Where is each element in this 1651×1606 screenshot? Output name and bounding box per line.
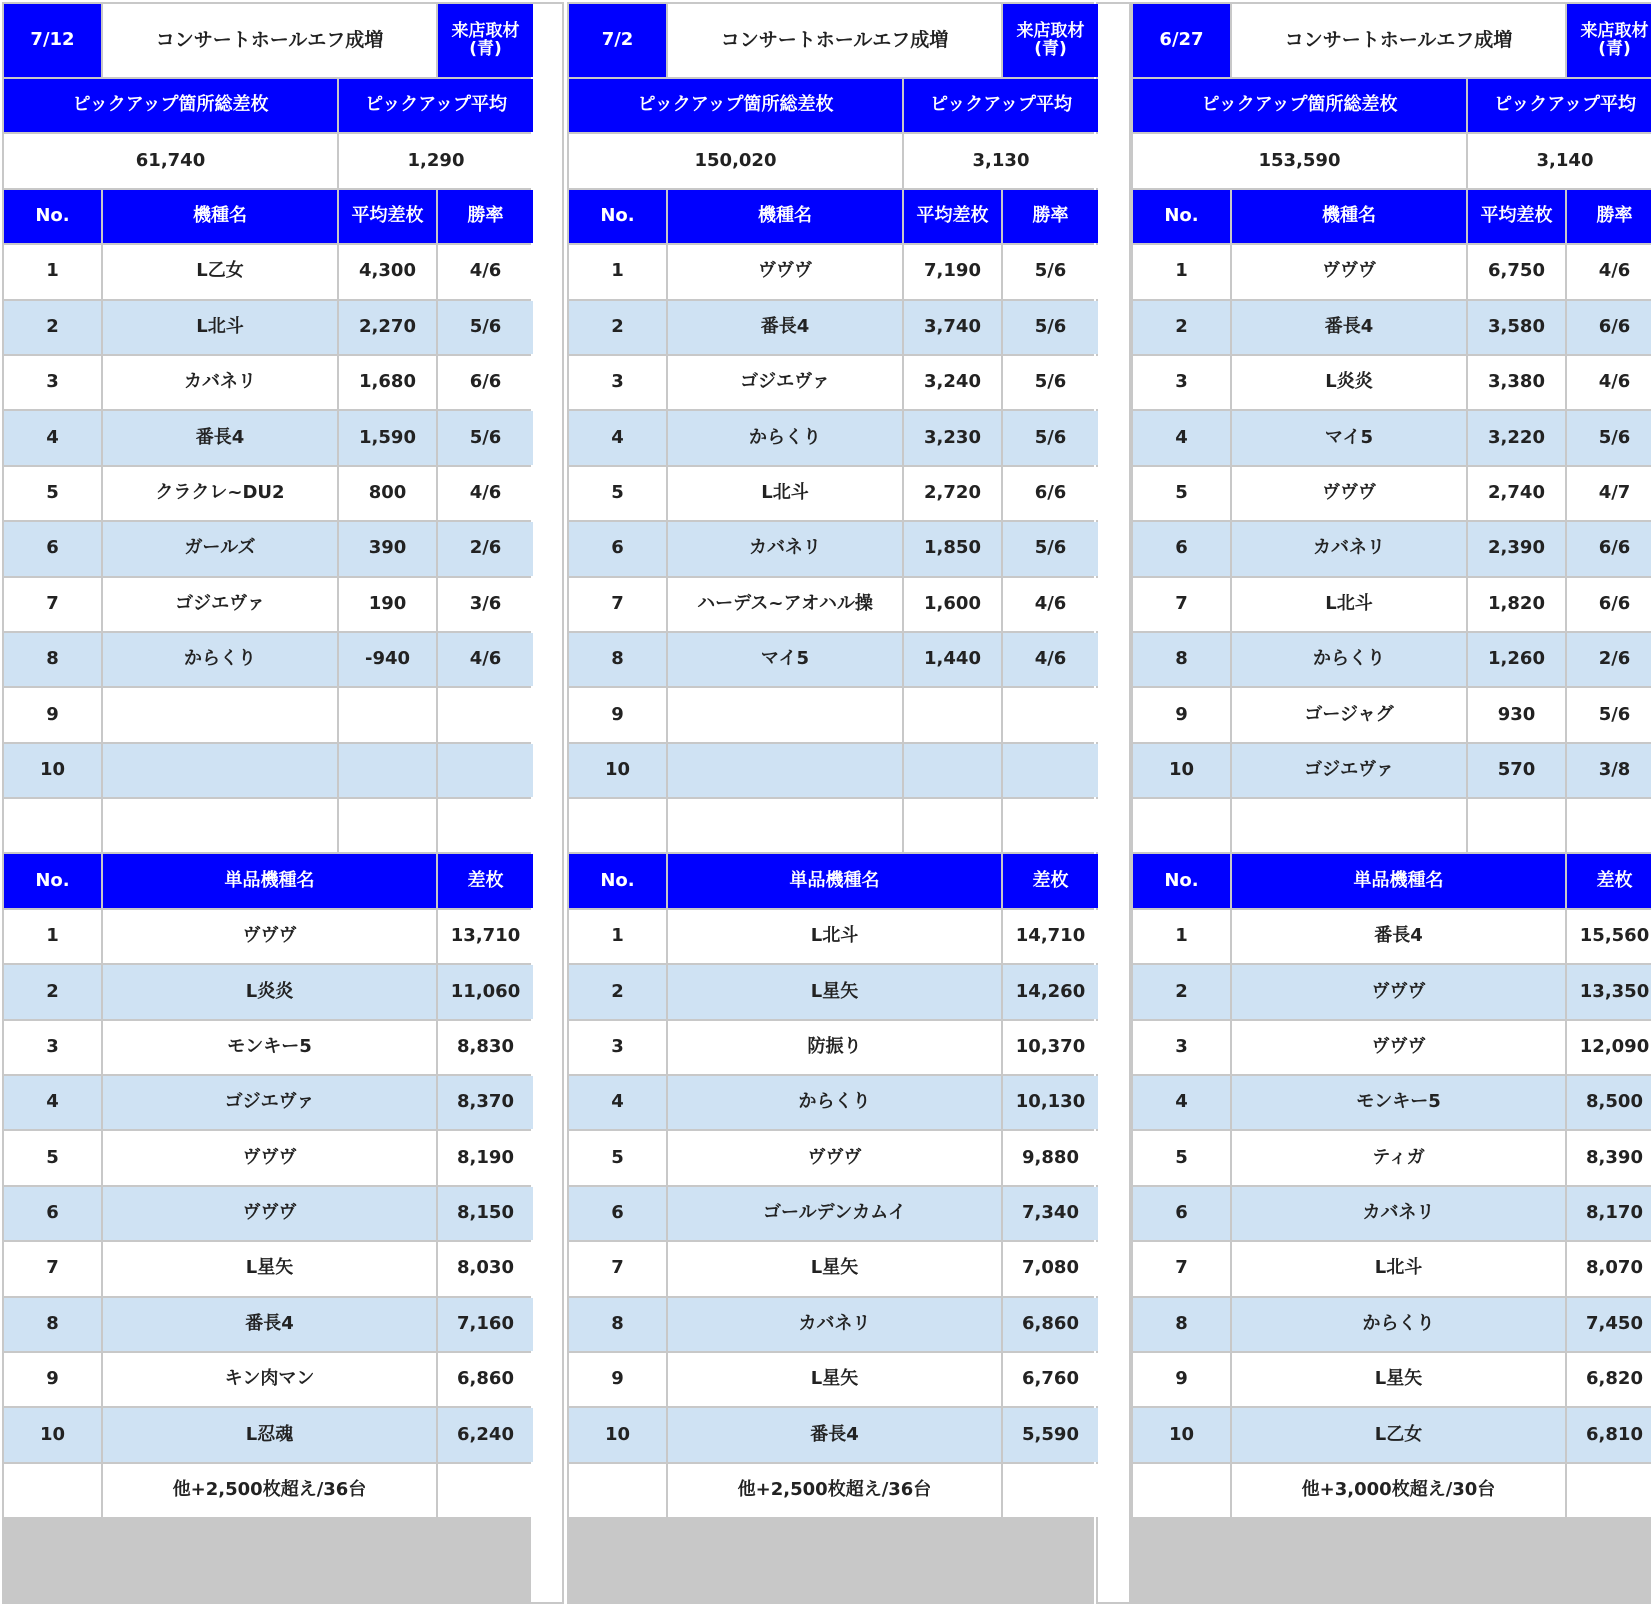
win-rate-header: 勝率 — [1003, 190, 1098, 243]
single-name-header: 単品機種名 — [1232, 854, 1565, 907]
single-name: L炎炎 — [103, 965, 436, 1018]
model-no: 5 — [1133, 467, 1230, 520]
model-win-rate: 2/6 — [438, 522, 533, 575]
store-name: コンサートホールエフ成増 — [103, 4, 436, 77]
model-no: 1 — [1133, 245, 1230, 298]
model-name: ハーデス~アオハル操 — [668, 578, 902, 631]
model-name: L北斗 — [1232, 578, 1466, 631]
badge-line: (青) — [1598, 38, 1631, 59]
single-diff: 6,820 — [1567, 1353, 1651, 1406]
store-name: コンサートホールエフ成増 — [668, 4, 1001, 77]
model-no: 1 — [569, 245, 666, 298]
pickup-total-value: 61,740 — [4, 134, 337, 187]
model-average-diff: 3,380 — [1468, 356, 1565, 409]
single-name: モンキー5 — [1232, 1076, 1565, 1129]
model-name-header: 機種名 — [1232, 190, 1466, 243]
single-diff: 8,370 — [438, 1076, 533, 1129]
model-win-rate: 4/6 — [438, 467, 533, 520]
single-name: L星矢 — [1232, 1353, 1565, 1406]
single-name: ヴヴヴ — [103, 910, 436, 963]
single-diff: 13,350 — [1567, 965, 1651, 1018]
model-name: L炎炎 — [1232, 356, 1466, 409]
single-no: 4 — [4, 1076, 101, 1129]
single-name: L星矢 — [668, 1353, 1001, 1406]
single-no: 8 — [569, 1298, 666, 1351]
spacer-cell — [1098, 4, 1129, 1602]
model-average-diff — [904, 688, 1001, 741]
no-header: No. — [4, 190, 101, 243]
model-no: 2 — [1133, 301, 1230, 354]
pickup-average-header: ピックアップ平均 — [904, 79, 1098, 132]
single-no: 2 — [1133, 965, 1230, 1018]
single-diff: 13,710 — [438, 910, 533, 963]
date-label: 6/27 — [1133, 4, 1230, 77]
model-win-rate: 5/6 — [1567, 411, 1651, 464]
model-no: 3 — [1133, 356, 1230, 409]
single-no: 1 — [569, 910, 666, 963]
model-name — [668, 744, 902, 797]
single-name: L星矢 — [103, 1242, 436, 1295]
win-rate-header: 勝率 — [1567, 190, 1651, 243]
single-diff: 6,860 — [438, 1353, 533, 1406]
model-win-rate — [1003, 688, 1098, 741]
model-name: ゴジエヴァ — [668, 356, 902, 409]
single-no: 5 — [4, 1131, 101, 1184]
model-win-rate: 5/6 — [1003, 301, 1098, 354]
single-name: ヴヴヴ — [668, 1131, 1001, 1184]
single-name: カバネリ — [668, 1298, 1001, 1351]
single-diff: 8,170 — [1567, 1187, 1651, 1240]
model-no: 7 — [1133, 578, 1230, 631]
model-win-rate: 5/6 — [1003, 245, 1098, 298]
model-average-diff: 2,390 — [1468, 522, 1565, 575]
model-name: マイ5 — [1232, 411, 1466, 464]
single-name: L乙女 — [1232, 1408, 1565, 1461]
no-header: No. — [569, 190, 666, 243]
model-win-rate: 5/6 — [438, 301, 533, 354]
model-average-diff: 2,740 — [1468, 467, 1565, 520]
model-no: 10 — [4, 744, 101, 797]
model-name — [103, 744, 337, 797]
single-no: 10 — [569, 1408, 666, 1461]
model-name: ガールズ — [103, 522, 337, 575]
model-name — [668, 688, 902, 741]
average-diff-header: 平均差枚 — [1468, 190, 1565, 243]
results-panel — [567, 2, 1094, 1604]
single-no: 10 — [1133, 1408, 1230, 1461]
model-no: 10 — [1133, 744, 1230, 797]
model-win-rate: 2/6 — [1567, 633, 1651, 686]
model-win-rate — [438, 744, 533, 797]
blank-cell — [1133, 1464, 1230, 1517]
pickup-total-value: 150,020 — [569, 134, 902, 187]
model-no: 4 — [4, 411, 101, 464]
model-win-rate: 6/6 — [1003, 467, 1098, 520]
date-label: 7/2 — [569, 4, 666, 77]
single-no: 5 — [569, 1131, 666, 1184]
model-win-rate: 5/6 — [1003, 411, 1098, 464]
single-no: 8 — [4, 1298, 101, 1351]
model-no: 2 — [4, 301, 101, 354]
single-no: 3 — [1133, 1021, 1230, 1074]
single-name: ヴヴヴ — [1232, 1021, 1565, 1074]
single-no: 7 — [4, 1242, 101, 1295]
single-diff: 6,860 — [1003, 1298, 1098, 1351]
single-no: 8 — [1133, 1298, 1230, 1351]
model-name: ゴジエヴァ — [1232, 744, 1466, 797]
no-header: No. — [1133, 190, 1230, 243]
single-no: 3 — [4, 1021, 101, 1074]
single-no: 1 — [4, 910, 101, 963]
win-rate-header: 勝率 — [438, 190, 533, 243]
single-name: ヴヴヴ — [1232, 965, 1565, 1018]
single-diff: 14,710 — [1003, 910, 1098, 963]
single-no: 7 — [569, 1242, 666, 1295]
single-name: ヴヴヴ — [103, 1131, 436, 1184]
single-name: L忍魂 — [103, 1408, 436, 1461]
badge-line: 来店取材 — [1580, 20, 1649, 41]
blank-cell — [4, 799, 101, 852]
model-no: 7 — [569, 578, 666, 631]
single-no: 2 — [4, 965, 101, 1018]
single-name: 番長4 — [1232, 910, 1565, 963]
model-average-diff: 1,590 — [339, 411, 436, 464]
model-name-header: 機種名 — [103, 190, 337, 243]
single-diff: 8,190 — [438, 1131, 533, 1184]
model-win-rate: 3/8 — [1567, 744, 1651, 797]
results-panel — [1131, 2, 1651, 1604]
model-win-rate: 5/6 — [1567, 688, 1651, 741]
blank-cell — [1232, 799, 1466, 852]
model-average-diff: 1,600 — [904, 578, 1001, 631]
column-spacer — [529, 2, 564, 1604]
blank-cell — [1567, 799, 1651, 852]
model-win-rate: 4/6 — [1567, 356, 1651, 409]
model-average-diff: 1,260 — [1468, 633, 1565, 686]
model-no: 3 — [4, 356, 101, 409]
model-no: 5 — [4, 467, 101, 520]
blank-cell — [1133, 799, 1230, 852]
model-average-diff: 1,850 — [904, 522, 1001, 575]
model-name: 番長4 — [668, 301, 902, 354]
single-name: 番長4 — [103, 1298, 436, 1351]
model-win-rate: 4/6 — [1567, 245, 1651, 298]
blank-cell — [438, 799, 533, 852]
model-win-rate: 4/6 — [1003, 633, 1098, 686]
single-name: ゴールデンカムイ — [668, 1187, 1001, 1240]
model-win-rate — [1003, 744, 1098, 797]
blank-cell — [339, 799, 436, 852]
model-average-diff: 1,680 — [339, 356, 436, 409]
single-diff: 15,560 — [1567, 910, 1651, 963]
model-no: 8 — [1133, 633, 1230, 686]
model-no: 4 — [569, 411, 666, 464]
model-win-rate: 6/6 — [1567, 522, 1651, 575]
model-average-diff — [339, 688, 436, 741]
model-no: 4 — [1133, 411, 1230, 464]
single-no: 9 — [569, 1353, 666, 1406]
model-win-rate: 3/6 — [438, 578, 533, 631]
model-no: 10 — [569, 744, 666, 797]
pickup-total-header: ピックアップ箇所総差枚 — [4, 79, 337, 132]
badge-line: 来店取材 — [451, 20, 520, 41]
model-win-rate: 4/6 — [438, 245, 533, 298]
blank-cell — [1567, 1464, 1651, 1517]
model-name: からくり — [668, 411, 902, 464]
model-name: 番長4 — [1232, 301, 1466, 354]
model-average-diff: 3,230 — [904, 411, 1001, 464]
model-win-rate: 6/6 — [1567, 578, 1651, 631]
model-name: L乙女 — [103, 245, 337, 298]
model-average-diff: -940 — [339, 633, 436, 686]
store-name: コンサートホールエフ成増 — [1232, 4, 1565, 77]
badge-line: 来店取材 — [1016, 20, 1085, 41]
model-average-diff: 3,240 — [904, 356, 1001, 409]
pickup-average-value: 3,140 — [1468, 134, 1651, 187]
pickup-average-header: ピックアップ平均 — [1468, 79, 1651, 132]
single-name: ヴヴヴ — [103, 1187, 436, 1240]
single-name: L星矢 — [668, 1242, 1001, 1295]
single-diff: 8,150 — [438, 1187, 533, 1240]
model-average-diff: 390 — [339, 522, 436, 575]
model-name: ヴヴヴ — [1232, 245, 1466, 298]
single-no: 9 — [4, 1353, 101, 1406]
single-diff: 6,760 — [1003, 1353, 1098, 1406]
model-name: L北斗 — [668, 467, 902, 520]
single-diff: 7,080 — [1003, 1242, 1098, 1295]
single-no: 6 — [569, 1187, 666, 1240]
average-diff-header: 平均差枚 — [339, 190, 436, 243]
single-no: 6 — [1133, 1187, 1230, 1240]
extra-count-note: 他+2,500枚超え/36台 — [668, 1464, 1001, 1517]
model-average-diff: 2,270 — [339, 301, 436, 354]
model-win-rate — [438, 688, 533, 741]
model-name — [103, 688, 337, 741]
model-average-diff: 800 — [339, 467, 436, 520]
model-no: 8 — [4, 633, 101, 686]
single-diff: 5,590 — [1003, 1408, 1098, 1461]
model-average-diff: 3,220 — [1468, 411, 1565, 464]
model-no: 6 — [1133, 522, 1230, 575]
model-name: ゴジエヴァ — [103, 578, 337, 631]
single-diff: 11,060 — [438, 965, 533, 1018]
single-name: カバネリ — [1232, 1187, 1565, 1240]
model-average-diff — [904, 744, 1001, 797]
single-name: 番長4 — [668, 1408, 1001, 1461]
model-average-diff: 570 — [1468, 744, 1565, 797]
model-win-rate: 5/6 — [438, 411, 533, 464]
single-diff: 10,130 — [1003, 1076, 1098, 1129]
single-diff: 14,260 — [1003, 965, 1098, 1018]
pickup-average-value: 3,130 — [904, 134, 1098, 187]
model-name: カバネリ — [1232, 522, 1466, 575]
single-diff-header: 差枚 — [1567, 854, 1651, 907]
results-panel — [2, 2, 529, 1604]
model-name: カバネリ — [103, 356, 337, 409]
model-name: ヴヴヴ — [1232, 467, 1466, 520]
single-name: キン肉マン — [103, 1353, 436, 1406]
model-no: 8 — [569, 633, 666, 686]
model-average-diff: 190 — [339, 578, 436, 631]
blank-cell — [904, 799, 1001, 852]
model-name: マイ5 — [668, 633, 902, 686]
spacer-cell — [531, 4, 562, 1602]
model-win-rate: 5/6 — [1003, 356, 1098, 409]
model-no: 9 — [1133, 688, 1230, 741]
model-no: 2 — [569, 301, 666, 354]
single-diff: 12,090 — [1567, 1021, 1651, 1074]
average-diff-header: 平均差枚 — [904, 190, 1001, 243]
single-name: L北斗 — [668, 910, 1001, 963]
model-average-diff: 930 — [1468, 688, 1565, 741]
model-name: クラクレ~DU2 — [103, 467, 337, 520]
model-name: ゴージャグ — [1232, 688, 1466, 741]
single-no-header: No. — [569, 854, 666, 907]
extra-count-note: 他+2,500枚超え/36台 — [103, 1464, 436, 1517]
single-no: 4 — [569, 1076, 666, 1129]
single-name: 防振り — [668, 1021, 1001, 1074]
extra-count-note: 他+3,000枚超え/30台 — [1232, 1464, 1565, 1517]
single-no: 7 — [1133, 1242, 1230, 1295]
coverage-badge — [1003, 4, 1098, 77]
blank-cell — [569, 1464, 666, 1517]
single-no: 6 — [4, 1187, 101, 1240]
single-diff: 10,370 — [1003, 1021, 1098, 1074]
model-average-diff: 1,820 — [1468, 578, 1565, 631]
single-name-header: 単品機種名 — [103, 854, 436, 907]
model-average-diff: 3,580 — [1468, 301, 1565, 354]
single-no: 5 — [1133, 1131, 1230, 1184]
model-no: 9 — [4, 688, 101, 741]
model-average-diff: 6,750 — [1468, 245, 1565, 298]
model-name: カバネリ — [668, 522, 902, 575]
single-no-header: No. — [1133, 854, 1230, 907]
model-win-rate: 6/6 — [1567, 301, 1651, 354]
coverage-badge — [1567, 4, 1651, 77]
single-diff: 8,030 — [438, 1242, 533, 1295]
model-no: 7 — [4, 578, 101, 631]
single-name: L星矢 — [668, 965, 1001, 1018]
single-diff: 8,390 — [1567, 1131, 1651, 1184]
single-no: 2 — [569, 965, 666, 1018]
model-name: からくり — [1232, 633, 1466, 686]
single-diff: 8,070 — [1567, 1242, 1651, 1295]
model-name: ヴヴヴ — [668, 245, 902, 298]
single-name: ゴジエヴァ — [103, 1076, 436, 1129]
single-no: 9 — [1133, 1353, 1230, 1406]
pickup-total-value: 153,590 — [1133, 134, 1466, 187]
blank-cell — [569, 799, 666, 852]
date-label: 7/12 — [4, 4, 101, 77]
single-diff: 7,340 — [1003, 1187, 1098, 1240]
single-name: ティガ — [1232, 1131, 1565, 1184]
pickup-average-value: 1,290 — [339, 134, 533, 187]
model-no: 3 — [569, 356, 666, 409]
single-no-header: No. — [4, 854, 101, 907]
model-average-diff: 7,190 — [904, 245, 1001, 298]
model-name-header: 機種名 — [668, 190, 902, 243]
model-average-diff: 2,720 — [904, 467, 1001, 520]
single-no: 3 — [569, 1021, 666, 1074]
single-name: モンキー5 — [103, 1021, 436, 1074]
model-name: L北斗 — [103, 301, 337, 354]
blank-cell — [1003, 799, 1098, 852]
blank-cell — [668, 799, 902, 852]
model-average-diff: 1,440 — [904, 633, 1001, 686]
model-no: 1 — [4, 245, 101, 298]
single-diff: 7,160 — [438, 1298, 533, 1351]
single-name: からくり — [1232, 1298, 1565, 1351]
blank-cell — [4, 1464, 101, 1517]
badge-line: (青) — [1034, 38, 1067, 59]
pickup-total-header: ピックアップ箇所総差枚 — [1133, 79, 1466, 132]
model-average-diff — [339, 744, 436, 797]
single-no: 10 — [4, 1408, 101, 1461]
model-name: からくり — [103, 633, 337, 686]
single-diff: 8,500 — [1567, 1076, 1651, 1129]
model-win-rate: 5/6 — [1003, 522, 1098, 575]
model-no: 6 — [569, 522, 666, 575]
model-no: 5 — [569, 467, 666, 520]
single-diff: 9,880 — [1003, 1131, 1098, 1184]
single-diff: 6,240 — [438, 1408, 533, 1461]
model-name: 番長4 — [103, 411, 337, 464]
single-diff-header: 差枚 — [1003, 854, 1098, 907]
model-win-rate: 4/6 — [438, 633, 533, 686]
model-no: 9 — [569, 688, 666, 741]
single-diff: 6,810 — [1567, 1408, 1651, 1461]
pickup-average-header: ピックアップ平均 — [339, 79, 533, 132]
model-win-rate: 4/7 — [1567, 467, 1651, 520]
blank-cell — [103, 799, 337, 852]
model-win-rate: 6/6 — [438, 356, 533, 409]
single-diff-header: 差枚 — [438, 854, 533, 907]
single-no: 4 — [1133, 1076, 1230, 1129]
badge-line: (青) — [469, 38, 502, 59]
single-diff: 8,830 — [438, 1021, 533, 1074]
single-name: L北斗 — [1232, 1242, 1565, 1295]
single-diff: 7,450 — [1567, 1298, 1651, 1351]
model-win-rate: 4/6 — [1003, 578, 1098, 631]
single-name-header: 単品機種名 — [668, 854, 1001, 907]
column-spacer — [1096, 2, 1131, 1604]
blank-cell — [438, 1464, 533, 1517]
blank-cell — [1468, 799, 1565, 852]
model-average-diff: 3,740 — [904, 301, 1001, 354]
blank-cell — [1003, 1464, 1098, 1517]
pickup-total-header: ピックアップ箇所総差枚 — [569, 79, 902, 132]
single-name: からくり — [668, 1076, 1001, 1129]
coverage-badge — [438, 4, 533, 77]
single-no: 1 — [1133, 910, 1230, 963]
model-no: 6 — [4, 522, 101, 575]
model-average-diff: 4,300 — [339, 245, 436, 298]
